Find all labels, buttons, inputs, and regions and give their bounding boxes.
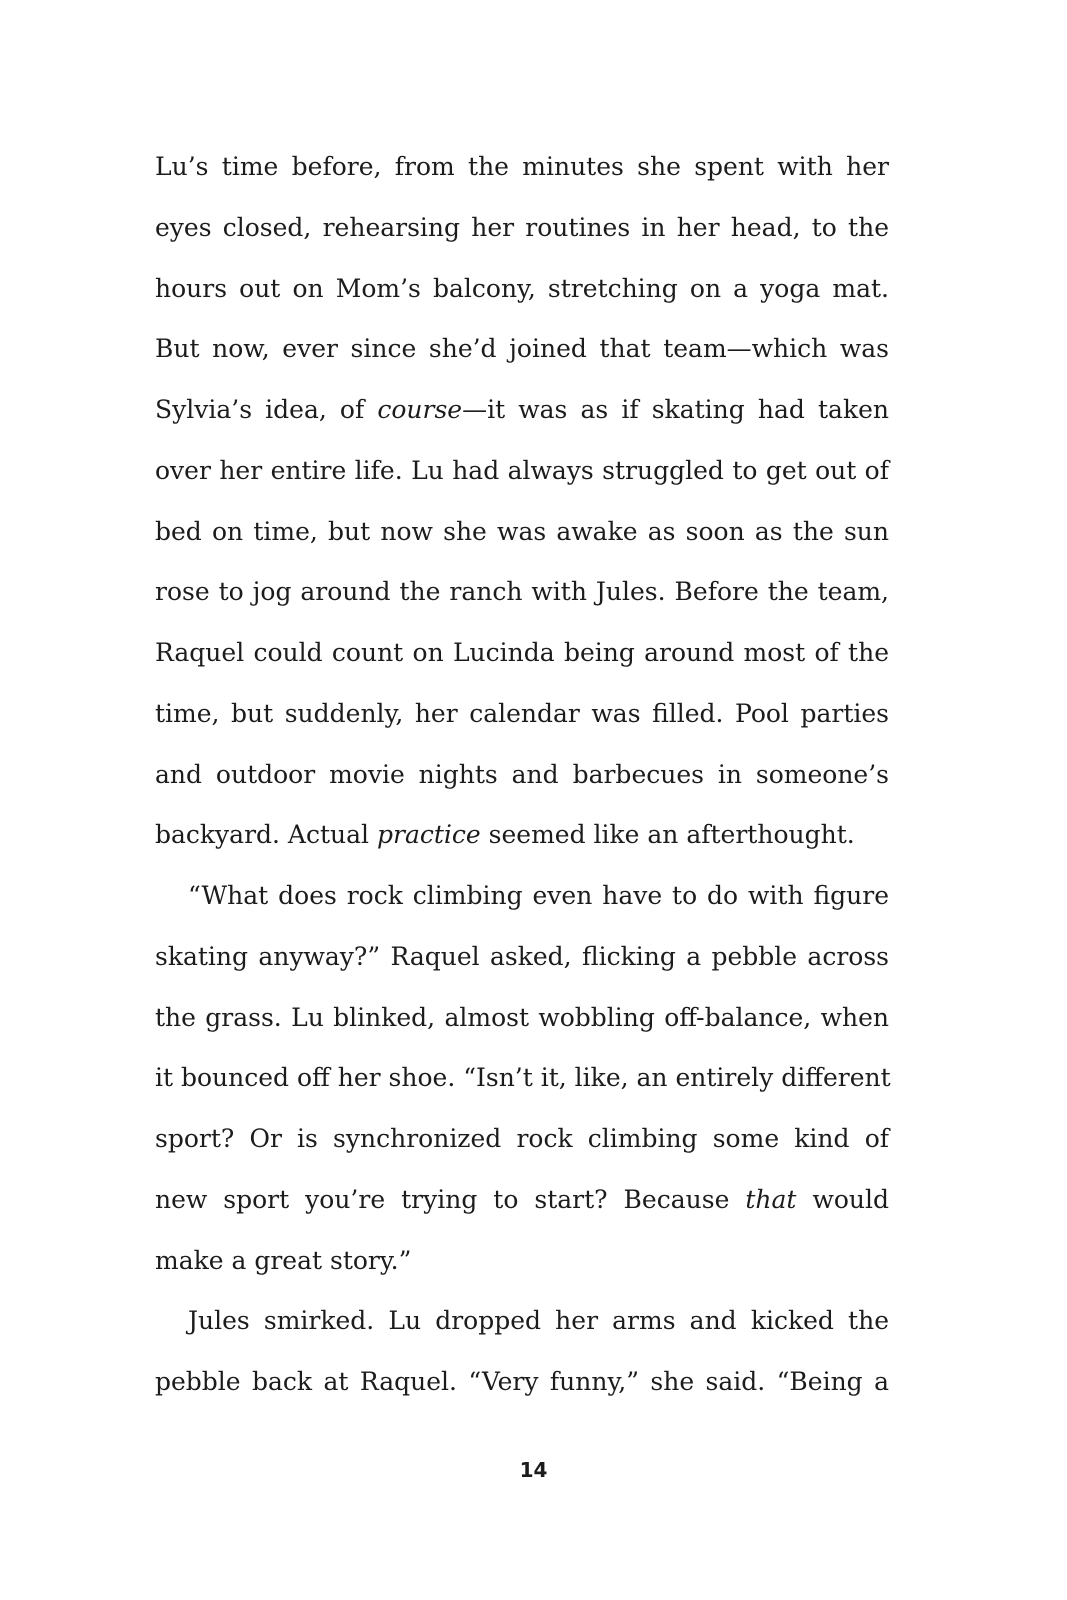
text-line: [155, 1170, 889, 1231]
text-segment: —it was as if skating had taken: [462, 395, 889, 424]
italic-word: practice: [377, 820, 481, 850]
text-line: and outdoor movie nights and barbecues in someone’s: [155, 759, 889, 789]
text-line: sport? Or is synchronized rock climbing some kind of: [155, 1124, 889, 1153]
text-line: hours out on Mom’s balcony, stretching on a yoga mat.: [155, 273, 889, 303]
body-text: [155, 137, 889, 1413]
italic-word: course: [377, 395, 463, 424]
paragraph-start-line: Jules smirked. Lu dropped her arms and kicked the: [188, 1306, 889, 1336]
text-line: it bounced off her shoe. “Isn’t it, like, an entirely different: [155, 1063, 891, 1093]
text-segment: new sport you’re trying to start? Because: [155, 1184, 746, 1214]
paragraph-start-line: “What does rock climbing even have to do with figure: [188, 881, 889, 910]
text-line: over her entire life. Lu had always struggled to get out of: [155, 455, 889, 485]
paragraph-end-line: [155, 805, 889, 866]
text-line: But now, ever since she’d joined that team—which was: [155, 334, 889, 364]
text-line: skating anyway?” Raquel asked, flicking a pebble across: [155, 941, 889, 971]
text-line: rose to jog around the ranch with Jules. Before the team,: [155, 577, 889, 607]
text-line: [155, 380, 889, 441]
text-line: time, but suddenly, her calendar was filled. Pool parties: [155, 698, 889, 728]
italic-word: that: [745, 1184, 797, 1214]
text-segment: would: [796, 1184, 889, 1214]
text-segment: seemed like an afterthought.: [480, 820, 855, 850]
text-line: the grass. Lu blinked, almost wobbling off-balance, when: [155, 1002, 889, 1032]
paragraph-end-line: make a great story.”: [155, 1245, 412, 1275]
text-line: eyes closed, rehearsing her routines in her head, to the: [155, 212, 889, 242]
text-line: pebble back at Raquel. “Very funny,” she said. “Being a: [155, 1367, 889, 1396]
text-segment: backyard. Actual: [155, 820, 377, 850]
text-line: Raquel could count on Lucinda being around most of the: [155, 638, 889, 667]
text-line: Lu’s time before, from the minutes she spent with her: [155, 152, 889, 181]
text-segment: Sylvia’s idea, of: [155, 395, 378, 424]
page-number: 14: [519, 1458, 548, 1482]
text-line: bed on time, but now she was awake as soon as the sun: [155, 516, 889, 546]
